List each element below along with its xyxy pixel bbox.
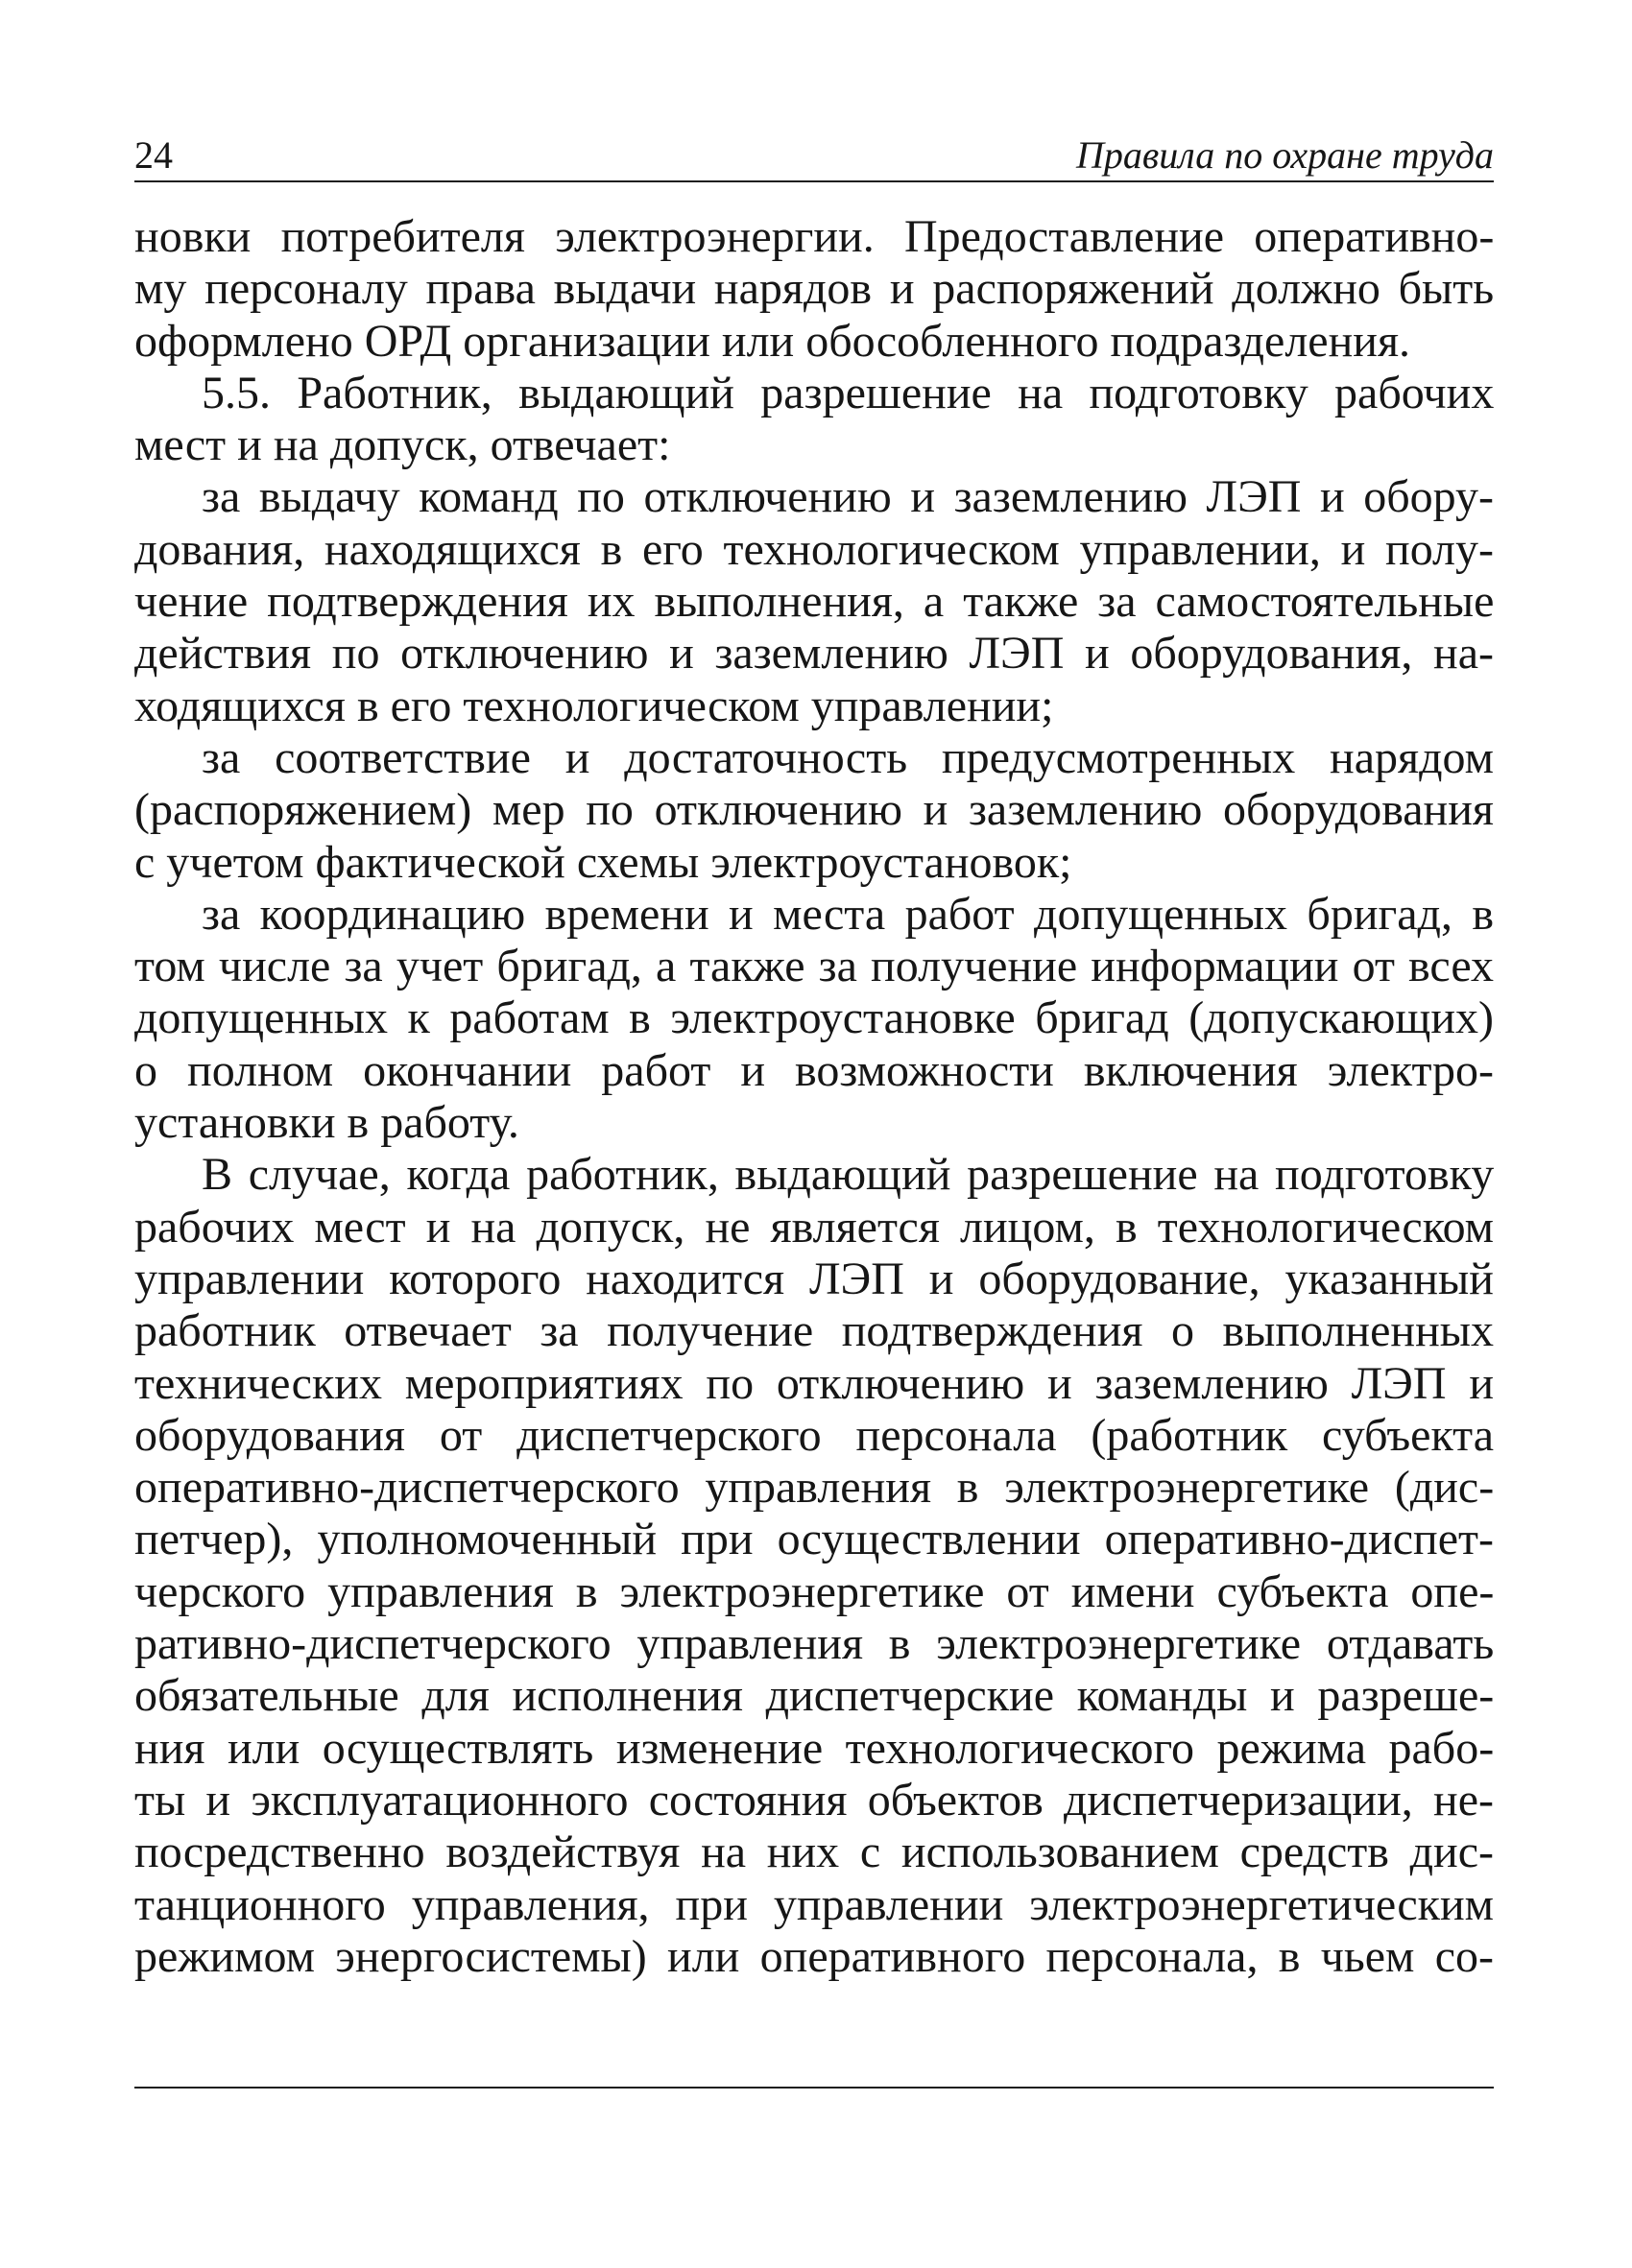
text-line: му персоналу права выдачи нарядов и распоряжений должно быть bbox=[134, 263, 1495, 315]
text-line: В случае, когда работник, выдающий разрешение на подготовку bbox=[202, 1149, 1495, 1201]
running-title: Правила по охране труда bbox=[1076, 133, 1494, 177]
paragraph bbox=[134, 471, 1494, 731]
text-line: с учетом фактической схемы электроустановок; bbox=[134, 836, 1072, 888]
page-header bbox=[134, 134, 1494, 180]
paragraph bbox=[134, 889, 1494, 1149]
text-line: посредственно воздействуя на них с использованием средств дис- bbox=[134, 1826, 1495, 1878]
text-line: черского управления в электроэнергетике от имени субъекта опе- bbox=[134, 1565, 1495, 1617]
text-line: действия по отключению и заземлению ЛЭП и оборудования, на- bbox=[134, 628, 1494, 680]
text-line: ративно-диспетчерского управления в электроэнергетике отдавать bbox=[134, 1618, 1495, 1670]
text-line: танционного управления, при управлении электроэнергетическим bbox=[134, 1878, 1495, 1930]
text-line: ния или осуществлять изменение технологического режима рабо- bbox=[134, 1722, 1495, 1774]
text-line: дования, находящихся в его технологическом управлении, и полу- bbox=[134, 523, 1494, 575]
text-line: оперативно-диспетчерского управления в электроэнергетике (дис- bbox=[134, 1462, 1495, 1514]
text-line: 5.5. Работник, выдающий разрешение на подготовку рабочих bbox=[202, 367, 1495, 418]
text-line: ходящихся в его технологическом управлении; bbox=[134, 680, 1054, 731]
footer-rule bbox=[134, 2087, 1494, 2089]
body-text bbox=[134, 211, 1494, 1983]
text-line: допущенных к работам в электроустановке бригад (допускающих) bbox=[134, 992, 1494, 1044]
text-line: о полном окончании работ и возможности включения электро- bbox=[134, 1044, 1494, 1096]
paragraph bbox=[134, 211, 1494, 368]
paragraph bbox=[134, 732, 1494, 889]
text-line: режимом энергосистемы) или оперативного персонала, в чьем со- bbox=[134, 1930, 1494, 1982]
text-line: за выдачу команд по отключению и заземлению ЛЭП и обору- bbox=[202, 471, 1495, 523]
text-line: том числе за учет бригад, а также за получение информации от всех bbox=[134, 941, 1494, 992]
text-line: новки потребителя электроэнергии. Предоставление оперативно- bbox=[134, 211, 1495, 262]
text-line: мест и на допуск, отвечает: bbox=[134, 419, 671, 471]
page-number: 24 bbox=[134, 133, 173, 177]
paragraph bbox=[134, 368, 1494, 472]
text-line: управлении которого находится ЛЭП и оборудование, указанный bbox=[134, 1253, 1494, 1304]
text-line: (распоряжением) мер по отключению и заземлению оборудования bbox=[134, 784, 1494, 836]
text-line: за координацию времени и места работ допущенных бригад, в bbox=[202, 888, 1494, 940]
text-line: технических мероприятиях по отключению и заземлению ЛЭП и bbox=[134, 1357, 1494, 1409]
text-line: оформлено ОРД организации или обособленного подразделения. bbox=[134, 315, 1411, 367]
text-line: за соответствие и достаточность предусмотренных нарядом bbox=[202, 731, 1494, 783]
text-line: работник отвечает за получение подтверждения о выполненных bbox=[134, 1305, 1494, 1357]
text-line: чение подтверждения их выполнения, а также за самостоятельные bbox=[134, 576, 1495, 628]
text-line: петчер), уполномоченный при осуществлении оперативно-диспет- bbox=[134, 1514, 1494, 1565]
paragraph bbox=[134, 1149, 1494, 1983]
text-line: обязательные для исполнения диспетчерские команды и разреше- bbox=[134, 1670, 1495, 1722]
text-line: установки в работу. bbox=[134, 1097, 519, 1149]
header-rule bbox=[134, 180, 1494, 182]
text-line: ты и эксплуатационного состояния объектов диспетчеризации, не- bbox=[134, 1774, 1494, 1826]
text-line: рабочих мест и на допуск, не является лицом, в технологическом bbox=[134, 1201, 1495, 1253]
text-line: оборудования от диспетчерского персонала (работник субъекта bbox=[134, 1409, 1494, 1461]
